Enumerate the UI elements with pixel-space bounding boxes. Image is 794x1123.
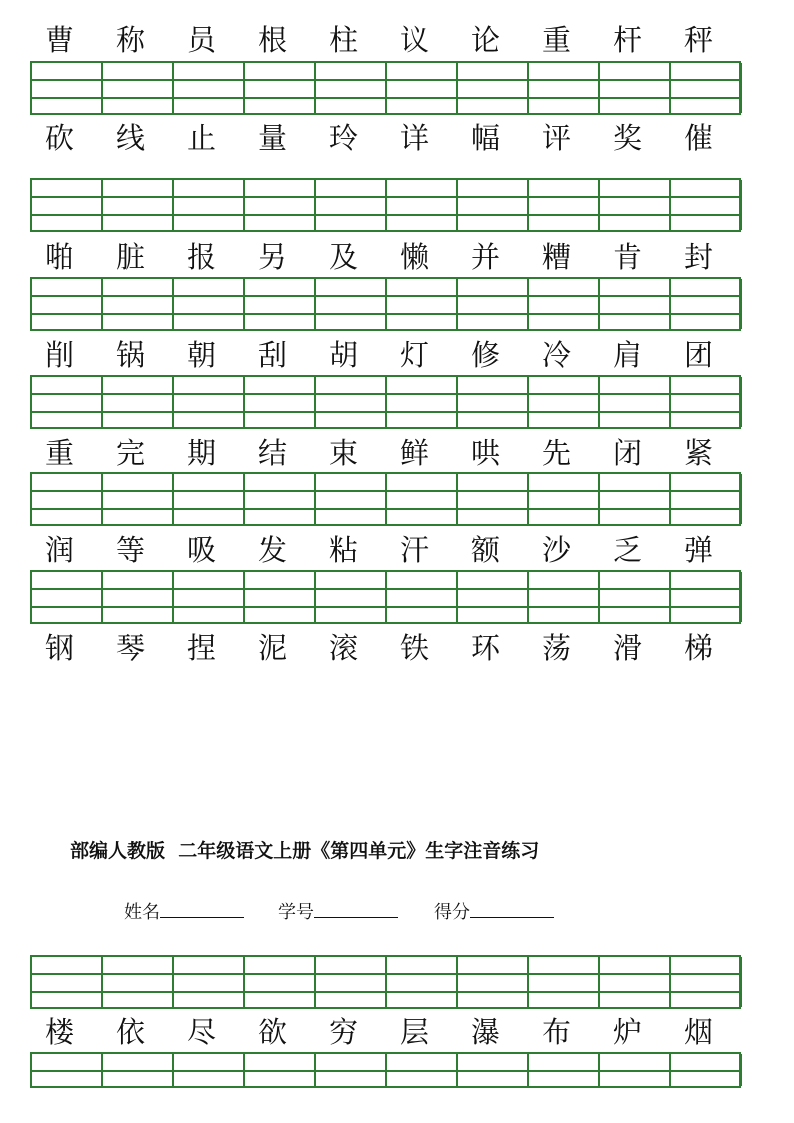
pinyin-grid[interactable] — [30, 178, 741, 232]
name-field[interactable] — [124, 898, 244, 924]
pinyin-cell[interactable] — [529, 180, 600, 230]
character: 幅 — [470, 121, 500, 155]
pinyin-cell[interactable] — [174, 180, 245, 230]
character-row — [30, 237, 741, 277]
pinyin-cell[interactable] — [458, 957, 529, 1007]
pinyin-cell[interactable] — [316, 377, 387, 427]
pinyin-cell[interactable] — [529, 957, 600, 1007]
character: 烟 — [683, 1015, 713, 1049]
pinyin-cell[interactable] — [245, 572, 316, 622]
pinyin-cell[interactable] — [32, 957, 103, 1007]
pinyin-cell[interactable] — [529, 572, 600, 622]
pinyin-cell[interactable] — [103, 957, 174, 1007]
character: 秤 — [683, 23, 713, 57]
score-blank[interactable] — [470, 899, 554, 918]
pinyin-cell[interactable] — [103, 474, 174, 524]
character: 并 — [470, 240, 500, 274]
pinyin-cell[interactable] — [600, 279, 671, 329]
character: 沙 — [541, 533, 571, 567]
pinyin-cell[interactable] — [600, 474, 671, 524]
character: 粘 — [328, 533, 358, 567]
character: 重 — [541, 23, 571, 57]
pinyin-cell[interactable] — [103, 279, 174, 329]
pinyin-cell[interactable] — [671, 572, 742, 622]
pinyin-cell[interactable] — [245, 279, 316, 329]
character: 束 — [328, 436, 358, 470]
pinyin-cell[interactable] — [529, 279, 600, 329]
grid-guide-line — [32, 313, 739, 315]
worksheet-title: 部编人教版 二年级语文上册《第四单元》生字注音练习 — [70, 840, 540, 862]
character: 汗 — [399, 533, 429, 567]
character: 冷 — [541, 338, 571, 372]
grid-guide-line — [32, 606, 739, 608]
character: 发 — [257, 533, 287, 567]
pinyin-cell[interactable] — [458, 279, 529, 329]
pinyin-cell[interactable] — [458, 63, 529, 113]
character: 报 — [186, 240, 216, 274]
character: 重 — [44, 436, 74, 470]
pinyin-cell[interactable] — [529, 377, 600, 427]
name-blank[interactable] — [160, 899, 244, 918]
character: 捏 — [186, 631, 216, 665]
character: 糟 — [541, 240, 571, 274]
pinyin-cell[interactable] — [245, 474, 316, 524]
character: 滑 — [612, 631, 642, 665]
character: 封 — [683, 240, 713, 274]
score-label: 得分 — [434, 902, 470, 923]
pinyin-cell[interactable] — [32, 279, 103, 329]
grid-guide-line — [32, 991, 739, 993]
character: 削 — [44, 338, 74, 372]
pinyin-cell[interactable] — [671, 279, 742, 329]
character: 瀑 — [470, 1015, 500, 1049]
character: 尽 — [186, 1015, 216, 1049]
character: 哄 — [470, 436, 500, 470]
character: 先 — [541, 436, 571, 470]
pinyin-cell[interactable] — [32, 377, 103, 427]
pinyin-cell[interactable] — [600, 377, 671, 427]
character: 线 — [115, 121, 145, 155]
character: 曹 — [44, 23, 74, 57]
pinyin-cell[interactable] — [174, 572, 245, 622]
character: 等 — [115, 533, 145, 567]
pinyin-cell[interactable] — [245, 63, 316, 113]
pinyin-cell[interactable] — [529, 474, 600, 524]
character-row — [30, 1012, 741, 1052]
character: 弹 — [683, 533, 713, 567]
grid-guide-line — [32, 214, 739, 216]
character: 刮 — [257, 338, 287, 372]
student-id-blank[interactable] — [314, 899, 398, 918]
pinyin-cell[interactable] — [458, 474, 529, 524]
character: 紧 — [683, 436, 713, 470]
character: 吸 — [186, 533, 216, 567]
grid-guide-line — [32, 588, 739, 590]
pinyin-cell[interactable] — [32, 63, 103, 113]
character: 奖 — [612, 121, 642, 155]
pinyin-cell[interactable] — [174, 474, 245, 524]
character: 肩 — [612, 338, 642, 372]
character: 泥 — [257, 631, 287, 665]
grid-guide-line — [32, 490, 739, 492]
character: 结 — [257, 436, 287, 470]
pinyin-grid[interactable] — [30, 1052, 741, 1088]
pinyin-cell[interactable] — [387, 957, 458, 1007]
grid-guide-line — [32, 196, 739, 198]
character: 议 — [399, 23, 429, 57]
pinyin-cell[interactable] — [671, 63, 742, 113]
character-row — [30, 118, 741, 158]
pinyin-cell[interactable] — [103, 180, 174, 230]
pinyin-cell[interactable] — [316, 957, 387, 1007]
pinyin-cell[interactable] — [316, 572, 387, 622]
pinyin-cell[interactable] — [387, 474, 458, 524]
character-row — [30, 20, 741, 60]
character: 称 — [115, 23, 145, 57]
pinyin-cell[interactable] — [458, 180, 529, 230]
pinyin-cell[interactable] — [32, 572, 103, 622]
student-id-label: 学号 — [278, 902, 314, 923]
pinyin-cell[interactable] — [174, 63, 245, 113]
pinyin-cell[interactable] — [316, 63, 387, 113]
character: 论 — [470, 23, 500, 57]
character: 期 — [186, 436, 216, 470]
pinyin-cell[interactable] — [671, 957, 742, 1007]
pinyin-cell[interactable] — [174, 377, 245, 427]
character: 详 — [399, 121, 429, 155]
character: 梯 — [683, 631, 713, 665]
pinyin-cell[interactable] — [103, 377, 174, 427]
pinyin-cell[interactable] — [174, 957, 245, 1007]
character: 懒 — [399, 240, 429, 274]
pinyin-grid[interactable] — [30, 472, 741, 526]
grid-guide-line — [32, 393, 739, 395]
pinyin-cell[interactable] — [458, 377, 529, 427]
character: 楼 — [44, 1015, 74, 1049]
character: 修 — [470, 338, 500, 372]
grid-guide-line — [32, 97, 739, 99]
character: 评 — [541, 121, 571, 155]
character: 灯 — [399, 338, 429, 372]
pinyin-cell[interactable] — [245, 377, 316, 427]
character: 炉 — [612, 1015, 642, 1049]
character: 环 — [470, 631, 500, 665]
character: 量 — [257, 121, 287, 155]
character-row — [30, 628, 741, 668]
character: 布 — [541, 1015, 571, 1049]
character: 欲 — [257, 1015, 287, 1049]
pinyin-grid[interactable] — [30, 375, 741, 429]
pinyin-cell[interactable] — [387, 63, 458, 113]
character: 另 — [257, 240, 287, 274]
pinyin-cell[interactable] — [103, 63, 174, 113]
character: 锅 — [115, 338, 145, 372]
pinyin-cell[interactable] — [600, 957, 671, 1007]
character: 根 — [257, 23, 287, 57]
character: 钢 — [44, 631, 74, 665]
character: 依 — [115, 1015, 145, 1049]
grid-guide-line — [32, 1070, 739, 1072]
character: 额 — [470, 533, 500, 567]
name-label: 姓名 — [124, 902, 160, 923]
character: 柱 — [328, 23, 358, 57]
character: 胡 — [328, 338, 358, 372]
character: 朝 — [186, 338, 216, 372]
grid-guide-line — [32, 411, 739, 413]
pinyin-cell[interactable] — [387, 572, 458, 622]
character: 琴 — [115, 631, 145, 665]
character: 闭 — [612, 436, 642, 470]
pinyin-cell[interactable] — [316, 180, 387, 230]
score-field[interactable] — [434, 898, 554, 924]
character: 止 — [186, 121, 216, 155]
character: 脏 — [115, 240, 145, 274]
grid-guide-line — [32, 508, 739, 510]
pinyin-cell[interactable] — [316, 474, 387, 524]
character-row — [30, 530, 741, 570]
pinyin-cell[interactable] — [671, 377, 742, 427]
pinyin-cell[interactable] — [245, 180, 316, 230]
character: 滚 — [328, 631, 358, 665]
character: 团 — [683, 338, 713, 372]
pinyin-grid[interactable] — [30, 61, 741, 115]
pinyin-cell[interactable] — [387, 279, 458, 329]
grid-guide-line — [32, 973, 739, 975]
character: 完 — [115, 436, 145, 470]
pinyin-cell[interactable] — [529, 63, 600, 113]
character: 荡 — [541, 631, 571, 665]
pinyin-cell[interactable] — [387, 180, 458, 230]
grid-guide-line — [32, 295, 739, 297]
character: 玲 — [328, 121, 358, 155]
pinyin-cell[interactable] — [458, 572, 529, 622]
pinyin-grid[interactable] — [30, 955, 741, 1009]
character: 及 — [328, 240, 358, 274]
character: 穷 — [328, 1015, 358, 1049]
grid-guide-line — [32, 79, 739, 81]
character: 鲜 — [399, 436, 429, 470]
pinyin-grid[interactable] — [30, 277, 741, 331]
pinyin-grid[interactable] — [30, 570, 741, 624]
pinyin-cell[interactable] — [32, 474, 103, 524]
pinyin-cell[interactable] — [245, 957, 316, 1007]
pinyin-cell[interactable] — [671, 474, 742, 524]
character: 催 — [683, 121, 713, 155]
character-row — [30, 433, 741, 473]
character: 铁 — [399, 631, 429, 665]
pinyin-cell[interactable] — [32, 180, 103, 230]
character: 润 — [44, 533, 74, 567]
student-id-field[interactable] — [278, 898, 398, 924]
character: 员 — [186, 23, 216, 57]
pinyin-cell[interactable] — [174, 279, 245, 329]
character: 肯 — [612, 240, 642, 274]
pinyin-cell[interactable] — [671, 180, 742, 230]
pinyin-cell[interactable] — [103, 572, 174, 622]
pinyin-cell[interactable] — [600, 63, 671, 113]
character: 啪 — [44, 240, 74, 274]
character: 砍 — [44, 121, 74, 155]
character-row — [30, 335, 741, 375]
pinyin-cell[interactable] — [387, 377, 458, 427]
pinyin-cell[interactable] — [600, 572, 671, 622]
pinyin-cell[interactable] — [316, 279, 387, 329]
character: 乏 — [612, 533, 642, 567]
character: 杆 — [612, 23, 642, 57]
pinyin-cell[interactable] — [600, 180, 671, 230]
character: 层 — [399, 1015, 429, 1049]
